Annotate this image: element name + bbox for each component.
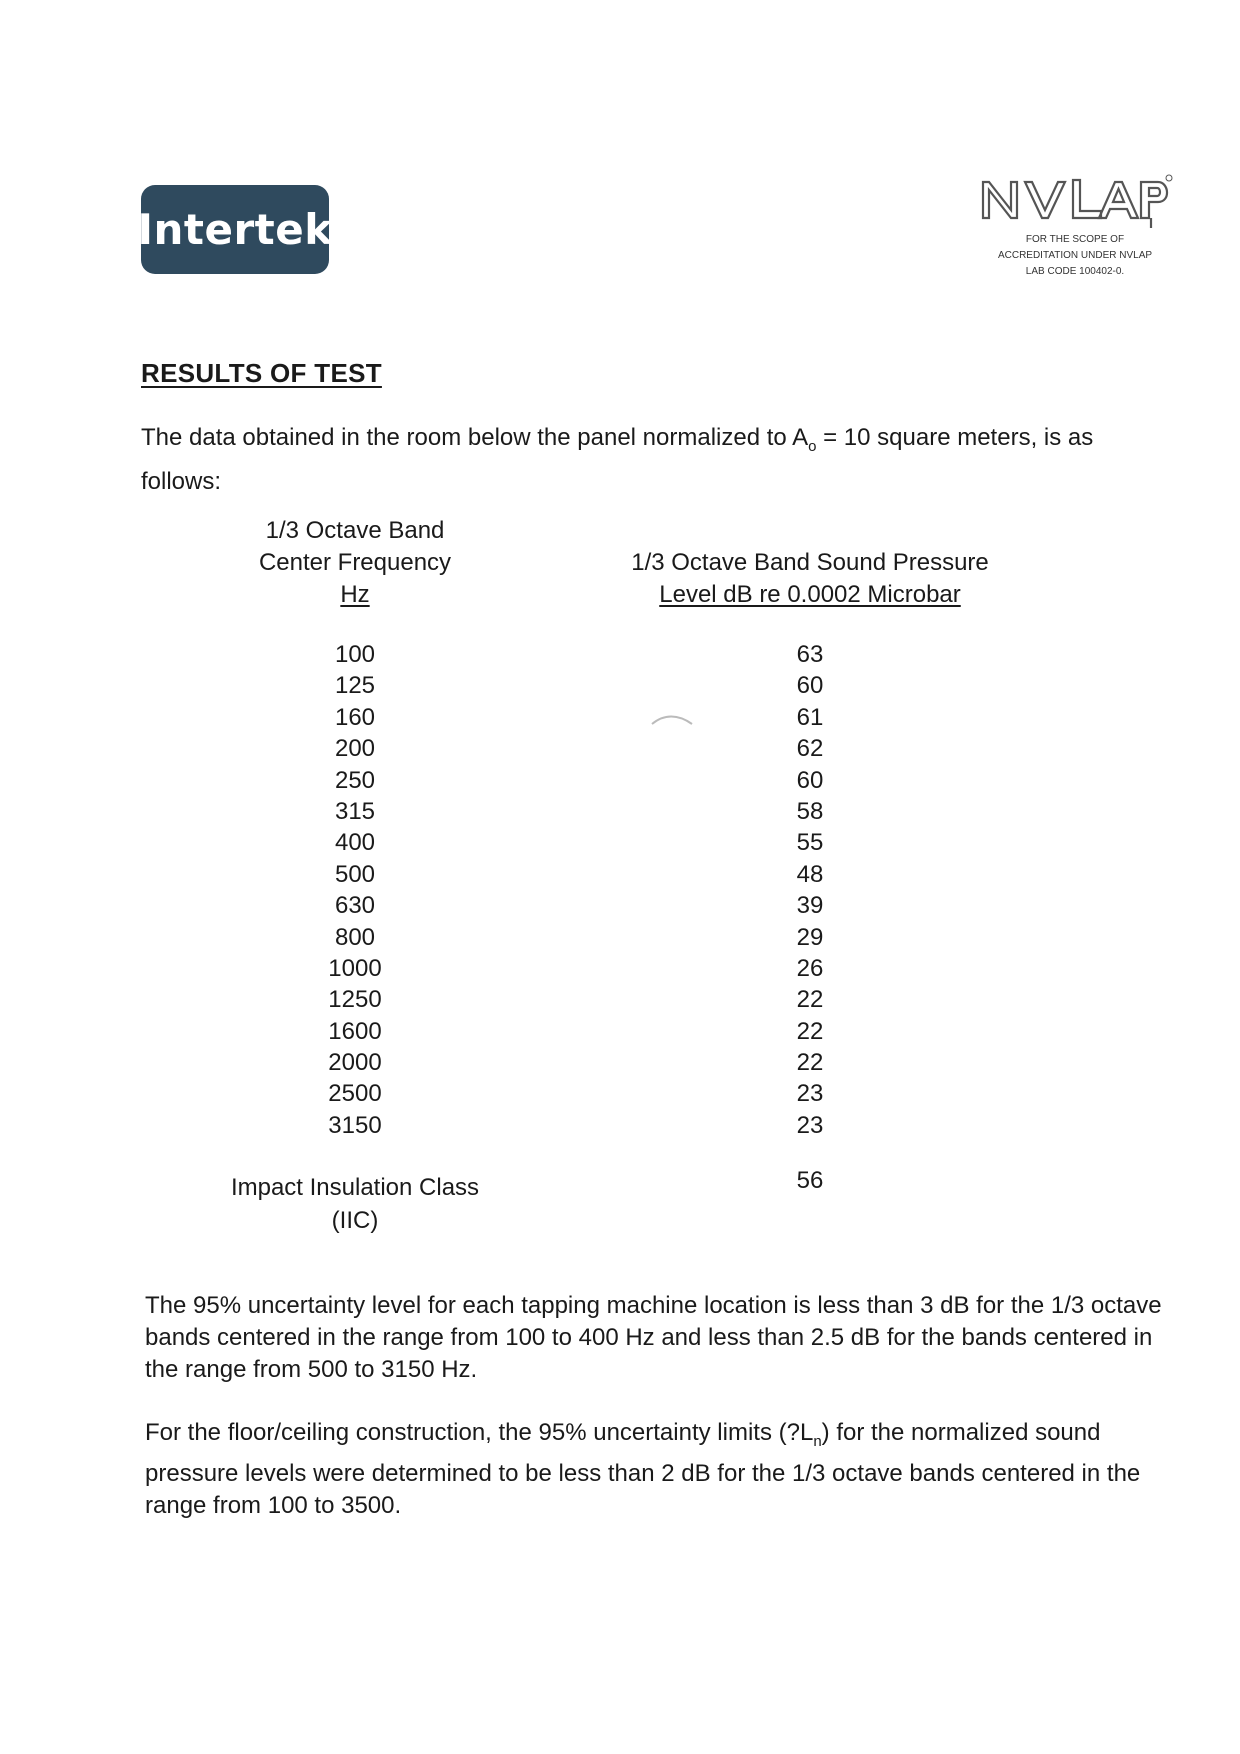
intro-text-before: The data obtained in the room below the panel normalized to A: [141, 424, 809, 451]
spl-cell: 58: [796, 797, 824, 825]
floor-subscript: n: [813, 1432, 822, 1450]
table-row: [190, 1110, 1090, 1141]
nvlap-scope-note: [965, 232, 1185, 280]
intro-text-after: = 10 square meters, is as follows:: [141, 424, 1094, 495]
spl-cell: 22: [796, 1017, 824, 1045]
table-row: [190, 702, 1090, 733]
spl-cell: 55: [796, 829, 824, 857]
table-row: [190, 670, 1090, 701]
spl-cell: 22: [796, 986, 824, 1014]
spl-cell: 23: [796, 1111, 824, 1139]
table-row: [190, 922, 1090, 953]
table-row: [190, 827, 1090, 858]
spl-cell: 22: [796, 1049, 824, 1077]
spl-cell: 23: [796, 1080, 824, 1108]
spl-cell: 62: [796, 735, 824, 763]
uncertainty-paragraph: The 95% uncertainty level for each tapping machine location is less than 3 dB for the 1/3 octave bands centered in the range from 100 to 400 Hz and less than 2.5 dB for the bands centered in the range from 500 to 3150 Hz.: [145, 1292, 1162, 1383]
nvlap-note-line2: ACCREDITATION UNDER NVLAP: [997, 250, 1153, 261]
section-title: RESULTS OF TEST: [141, 358, 382, 388]
frequency-cell: 315: [334, 797, 376, 825]
spl-column-header: [610, 547, 1010, 611]
frequency-cell: 125: [334, 672, 376, 700]
frequency-cell: 250: [334, 766, 376, 794]
floor-text-before: For the floor/ceiling construction, the 95% uncertainty limits (?L: [145, 1419, 814, 1446]
iic-label: [200, 1171, 510, 1237]
spl-cell: 60: [796, 766, 824, 794]
spl-cell: 63: [796, 641, 824, 668]
nvlap-note-line1: FOR THE SCOPE OF: [1025, 234, 1125, 245]
frequency-cell: 630: [334, 892, 376, 920]
frequency-cell: 200: [334, 735, 376, 763]
iic-label-line2: (IIC): [331, 1207, 379, 1234]
spl-cell: 48: [796, 860, 824, 888]
frequency-cell: 1600: [328, 1017, 382, 1045]
spl-cell: 61: [796, 703, 824, 731]
intertek-logo-text: Intertek: [137, 205, 333, 254]
frequency-cell: 160: [334, 703, 376, 731]
frequency-header-line2: Center Frequency: [258, 549, 452, 576]
frequency-cell: 3150: [328, 1111, 382, 1139]
table-row: [190, 765, 1090, 796]
intro-subscript: o: [808, 437, 817, 455]
table-row: [190, 1016, 1090, 1047]
table-row: [190, 984, 1090, 1015]
spl-cell: 29: [796, 923, 824, 951]
frequency-header-line1: 1/3 Octave Band: [265, 517, 445, 544]
frequency-cell: 1250: [328, 986, 382, 1014]
table-row: [190, 733, 1090, 764]
frequency-header-unit: Hz: [340, 581, 370, 608]
frequency-cell: 500: [334, 860, 376, 888]
table-row: [190, 859, 1090, 890]
frequency-cell: 2000: [328, 1049, 382, 1077]
frequency-cell: 1000: [328, 954, 382, 982]
floor-text-after: ) for the normalized sound pressure levels were determined to be less than 2 dB for the 1/3 octave bands centered in the range from 100 to 3500.: [145, 1419, 1141, 1519]
floor-ceiling-paragraph: [145, 1417, 1175, 1522]
table-row: [190, 796, 1090, 827]
intertek-logo: [137, 185, 333, 274]
frequency-cell: 400: [334, 829, 376, 857]
frequency-cell: 100: [334, 641, 376, 668]
table-rows: [190, 639, 1090, 1141]
scan-artifact-mark: [650, 712, 696, 728]
spl-cell: 39: [796, 892, 824, 920]
table-row: [190, 890, 1090, 921]
iic-value: 56: [796, 1167, 824, 1194]
table-row: [190, 953, 1090, 984]
spl-cell: 26: [796, 954, 824, 982]
nvlap-note-line3: LAB CODE 100402-0.: [1025, 266, 1125, 277]
spl-cell: 60: [796, 672, 824, 700]
intro-paragraph: [141, 420, 1171, 499]
frequency-column-header: [200, 515, 510, 611]
spl-header-line1: 1/3 Octave Band Sound Pressure: [631, 549, 989, 576]
table-row: [190, 639, 1090, 670]
table-row: [190, 1078, 1090, 1109]
nvlap-accreditation-block: [965, 168, 1185, 280]
spl-header-line2: Level dB re 0.0002 Microbar: [659, 581, 961, 608]
iic-label-line1: Impact Insulation Class: [230, 1174, 480, 1201]
table-row: [190, 1047, 1090, 1078]
nvlap-logo: [975, 168, 1175, 230]
frequency-cell: 800: [334, 923, 376, 951]
frequency-cell: 2500: [328, 1080, 382, 1108]
